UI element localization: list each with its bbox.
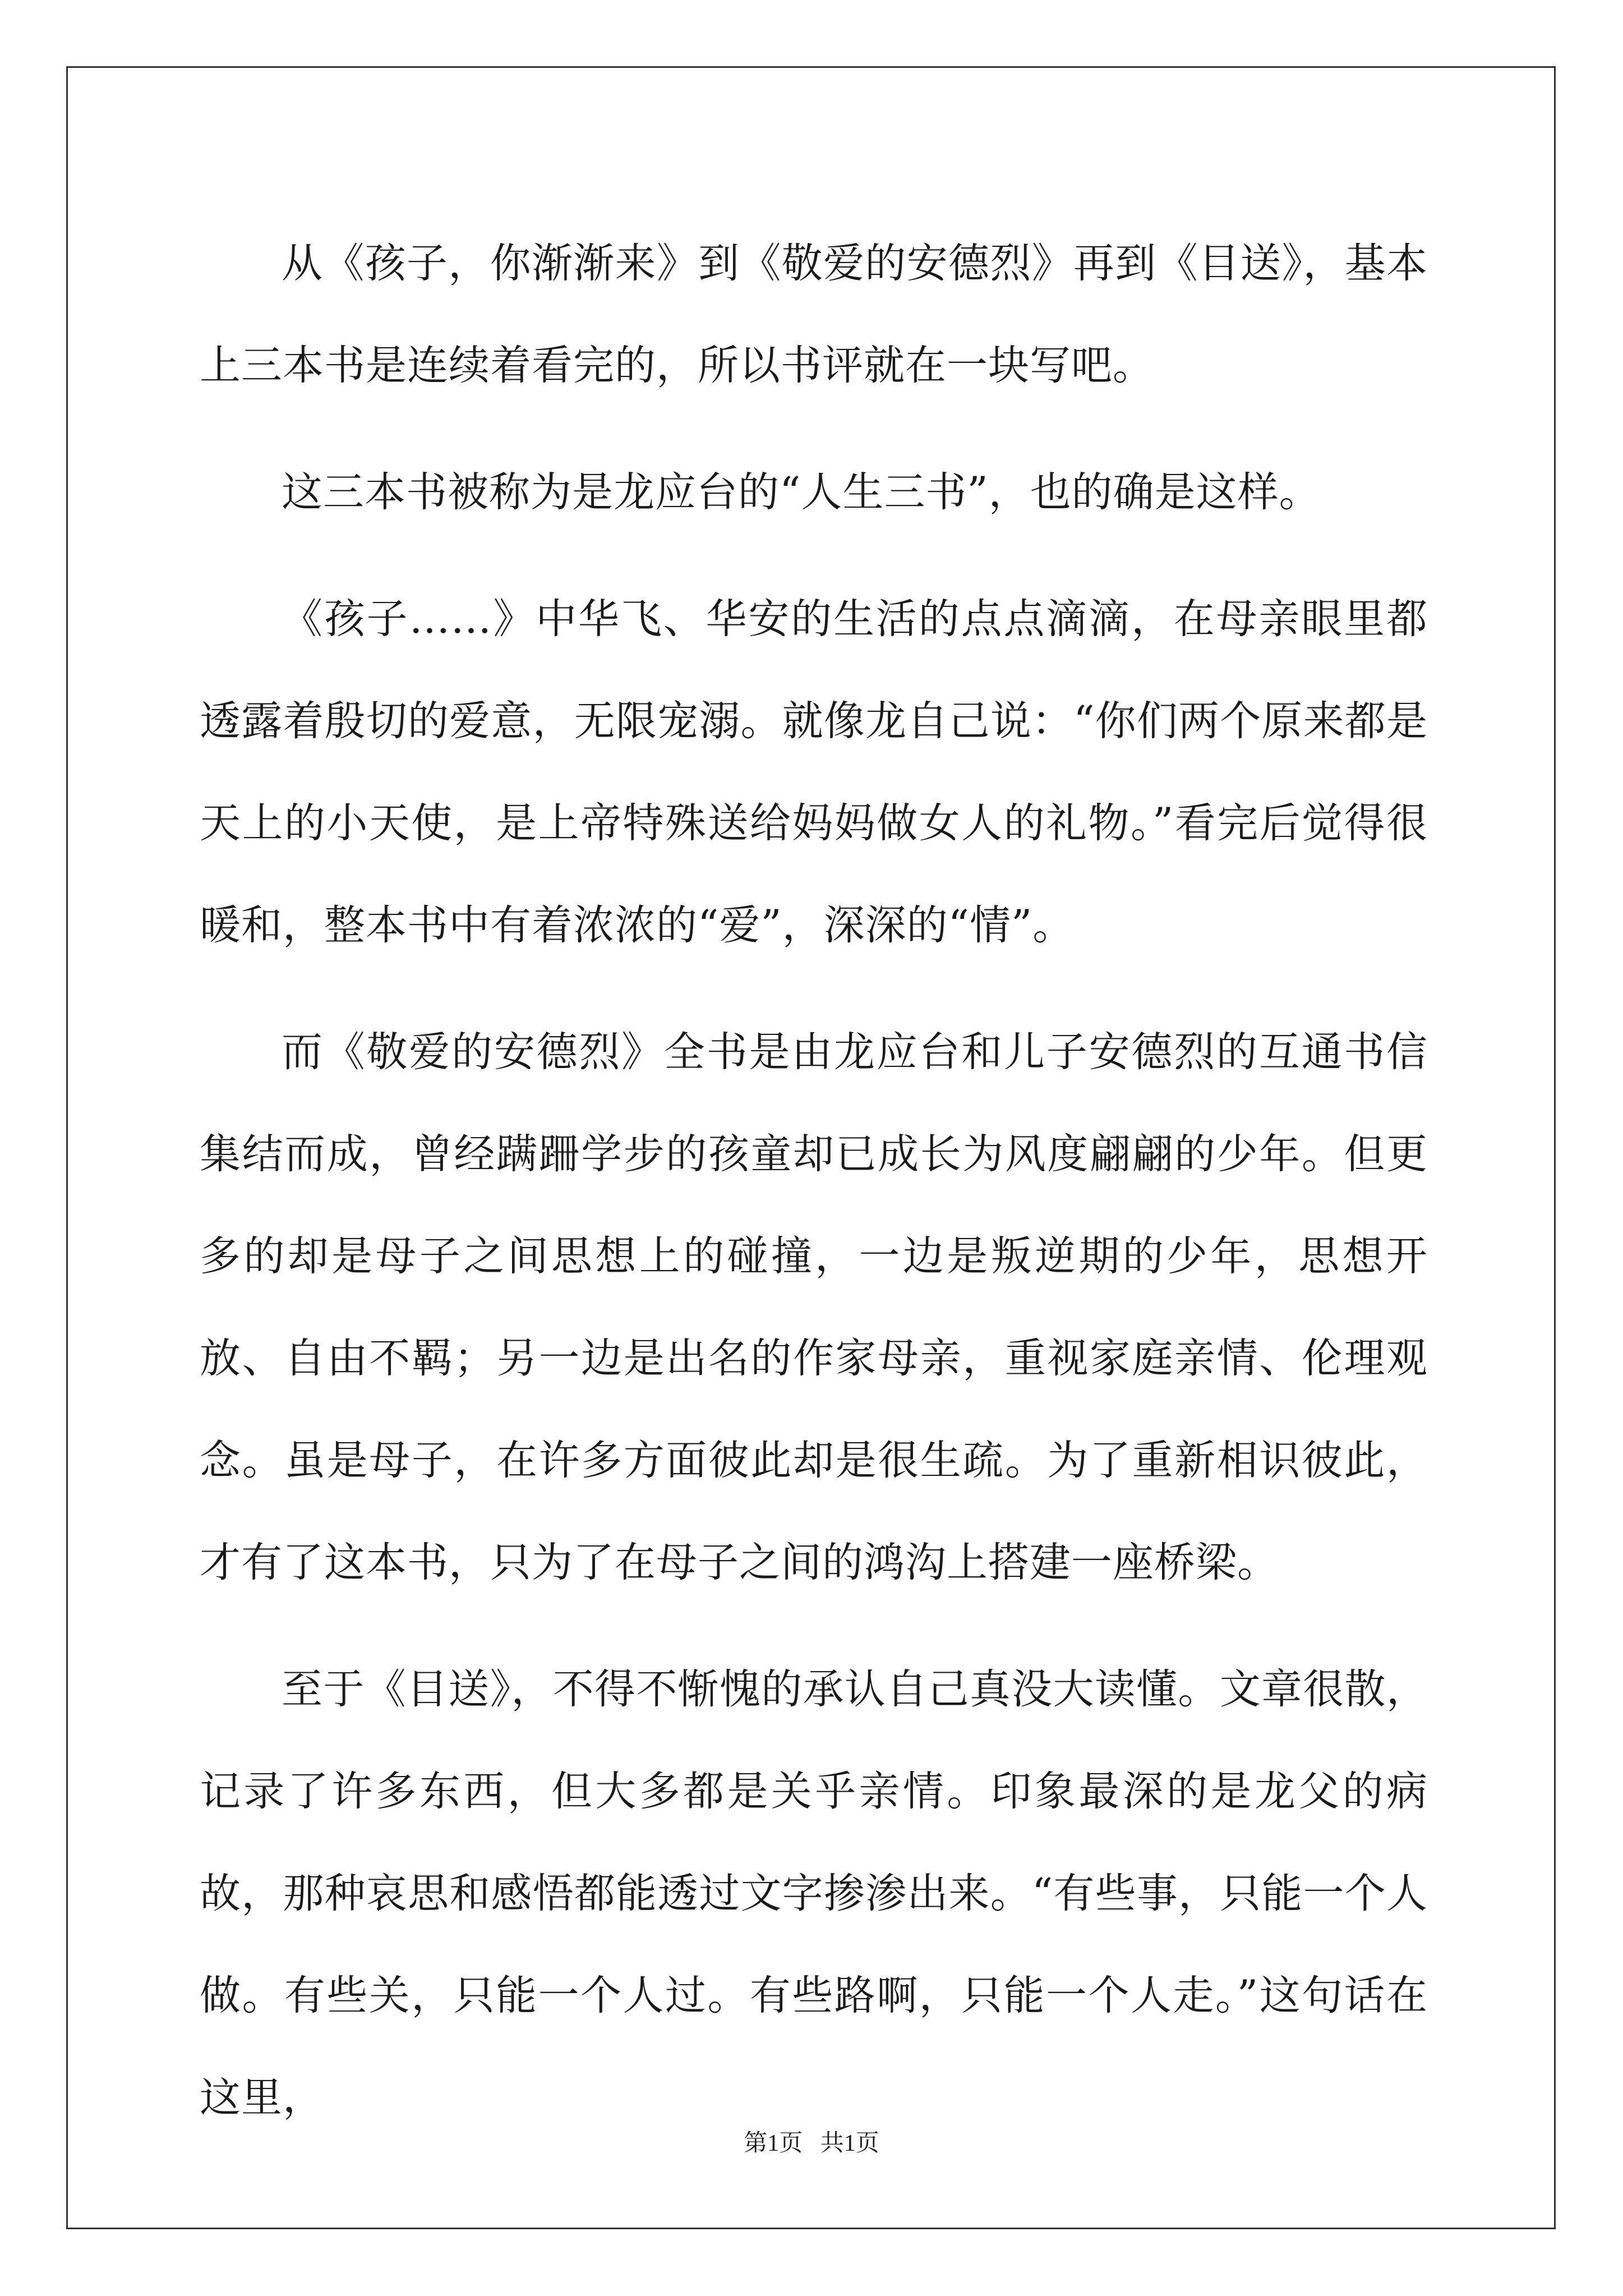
paragraph-4: 而《敬爱的安德烈》全书是由龙应台和儿子安德烈的互通书信集结而成，曾经蹒跚学步的孩童却已成长为风度翩翩的少年。但更多的却是母子之间思想上的碰撞，一边是叛逆期的少年，思想开放、自由不羁；另一边是出名的作家母亲，重视家庭亲情、伦理观念。虽是母子，在许多方面彼此却是很生疏。为了重新相识彼此，才有了这本书，只为了在母子之间的鸿沟上搭建一座桥梁。 <box>200 1028 1428 1586</box>
document-body <box>200 213 1428 2174</box>
paragraph-2: 这三本书被称为是龙应台的“人生三书”，也的确是这样。 <box>282 468 1321 516</box>
paragraph-5: 至于《目送》，不得不惭愧的承认自己真没大读懂。文章很散，记录了许多东西，但大多都是关乎亲情。印象最深的是龙父的病故，那种哀思和感悟都能透过文字掺渗出来。“有些事，只能一个人做。有些关，只能一个人过。有些路啊，只能一个人走。”这句话在这里， <box>200 1665 1428 2122</box>
page-number-footer: 第1页 共1页 <box>744 2131 879 2156</box>
paragraph-1: 从《孩子，你渐渐来》到《敬爱的安德烈》再到《目送》，基本上三本书是连续着看完的，所以书评就在一块写吧。 <box>200 240 1428 389</box>
paragraph-3: 《孩子……》中华飞、华安的生活的点点滴滴，在母亲眼里都透露着殷切的爱意，无限宠溺。就像龙自己说：“你们两个原来都是天上的小天使，是上帝特殊送给妈妈做女人的礼物。”看完后觉得很暖和，整本书中有着浓浓的“爱”，深深的“情”。 <box>200 595 1428 949</box>
